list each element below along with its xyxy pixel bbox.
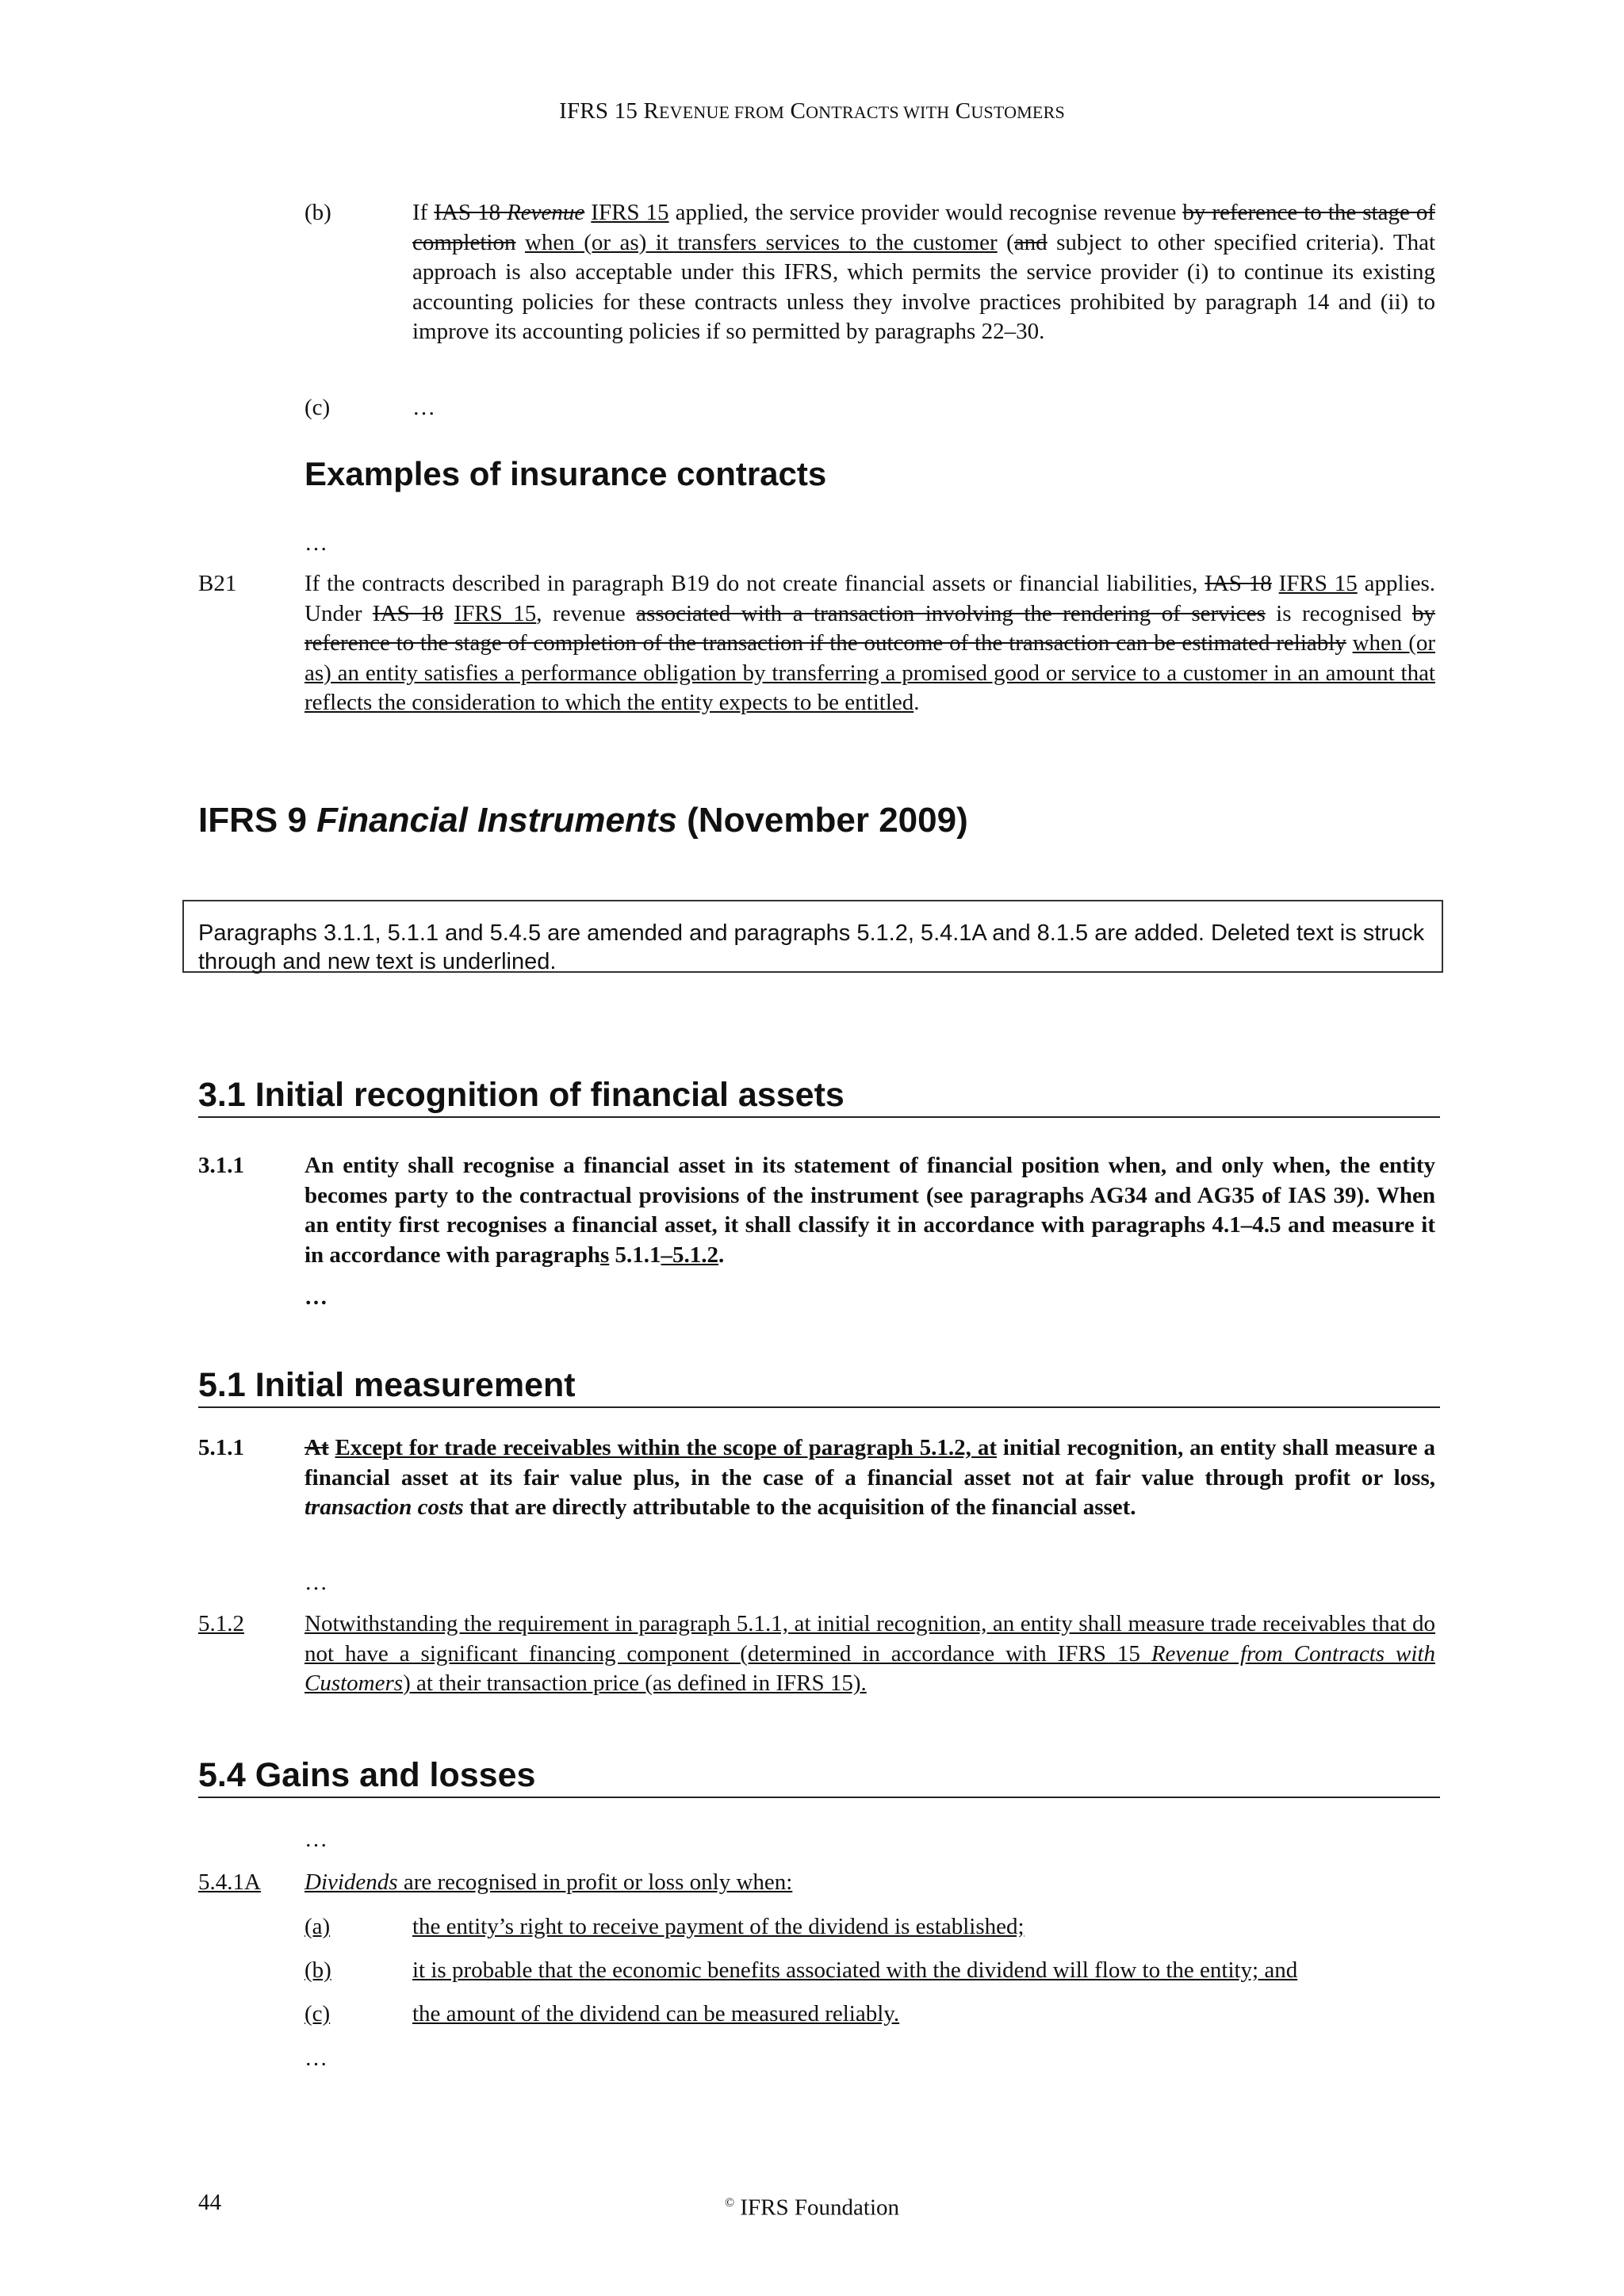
- list-item-label: (b): [304, 1957, 331, 1983]
- paragraph-number-3-1-1: 3.1.1: [198, 1153, 244, 1178]
- section-5-1-heading: 5.1 Initial measurement: [198, 1364, 1440, 1408]
- examples-heading: Examples of insurance contracts: [304, 455, 827, 492]
- ellipsis: …: [304, 1570, 327, 1595]
- paragraph-number-5-1-1: 5.1.1: [198, 1435, 244, 1460]
- paragraph-3-1-1: An entity shall recognise a financial asset in its statement of financial position when, and only when, the entity becomes party to the contractual provisions of the instrument (see paragraphs AG34 and AG35 of IAS 39). When an entity first recognises a financial asset, it shall classify it in accordance with paragraphs 4.1–4.5 and measure it in accordance with paragraphs 5.1.1–5.1.2.: [304, 1153, 1435, 1268]
- para-c-text: …: [412, 395, 435, 420]
- ellipsis: …: [304, 1284, 327, 1310]
- para-b-label: (b): [304, 200, 331, 225]
- para-c-label: (c): [304, 395, 331, 420]
- page-number: 44: [198, 2190, 221, 2215]
- ellipsis: …: [304, 2045, 327, 2071]
- paragraph-number-5-4-1a: 5.4.1A: [198, 1869, 261, 1895]
- section-5-4-heading: 5.4 Gains and losses: [198, 1754, 1440, 1798]
- section-3-1-heading: 3.1 Initial recognition of financial assets: [198, 1073, 1440, 1118]
- list-item-label: (a): [304, 1914, 331, 1939]
- copyright: © IFRS Foundation: [724, 2195, 900, 2221]
- running-head: IFRS 15 REVENUE FROM CONTRACTS WITH CUSTOMERS: [559, 98, 1065, 124]
- paragraph-5-1-1: At Except for trade receivables within the scope of paragraph 5.1.2, at initial recognition, an entity shall measure a financial asset at its fair value plus, in the case of a financial asset not at fair value through profit or loss, transaction costs that are directly attributable to the acquisition of the financial asset.: [304, 1435, 1435, 1520]
- list-item-label: (c): [304, 2001, 331, 2026]
- list-item: the amount of the dividend can be measured reliably.: [412, 2001, 900, 2026]
- ellipsis: …: [304, 530, 327, 556]
- para-b-text: If IAS 18 Revenue IFRS 15 applied, the service provider would recognise revenue by reference to the stage of completion when (or as) it transfers services to the customer (and subject to other specified criteria). That approach is also acceptable under this IFRS, which permits the service provider (i) to continue its existing accounting policies for these contracts unless they involve practices prohibited by paragraph 14 and (ii) to improve its accounting policies if so permitted by paragraphs 22–30.: [412, 200, 1436, 344]
- list-item: it is probable that the economic benefits associated with the dividend will flow to the entity; and: [412, 1957, 1298, 1983]
- list-item: the entity’s right to receive payment of the dividend is established;: [412, 1914, 1025, 1939]
- paragraph-b21: If the contracts described in paragraph B19 do not create financial assets or financial liabilities, IAS 18 IFRS 15 applies. Under IAS 18 IFRS 15, revenue associated with a transaction involving the rendering of services is recognised by reference to the stage of completion of the transaction if the outcome of the transaction can be estimated reliably when (or as) an entity satisfies a performance obligation by transferring a promised good or service to a customer in an amount that reflects the consideration to which the entity expects to be entitled.: [304, 571, 1436, 715]
- ellipsis: …: [304, 1827, 327, 1852]
- paragraph-5-4-1a: Dividends are recognised in profit or loss only when:: [304, 1869, 793, 1895]
- paragraph-5-1-2: Notwithstanding the requirement in paragraph 5.1.1, at initial recognition, an entity shall measure trade receivables that do not have a significant financing component (determined in accordance with IFRS 15 Revenue from Contracts with Customers) at their transaction price (as defined in IFRS 15).: [304, 1611, 1435, 1696]
- amendment-note-box: Paragraphs 3.1.1, 5.1.1 and 5.4.5 are amended and paragraphs 5.1.2, 5.4.1A and 8.1.5 are added. Deleted text is struck through and new text is underlined.: [182, 900, 1443, 973]
- ifrs9-heading: IFRS 9 Financial Instruments (November 2009): [198, 801, 968, 840]
- paragraph-number-b21: B21: [198, 571, 237, 596]
- paragraph-number-5-1-2: 5.1.2: [198, 1611, 244, 1636]
